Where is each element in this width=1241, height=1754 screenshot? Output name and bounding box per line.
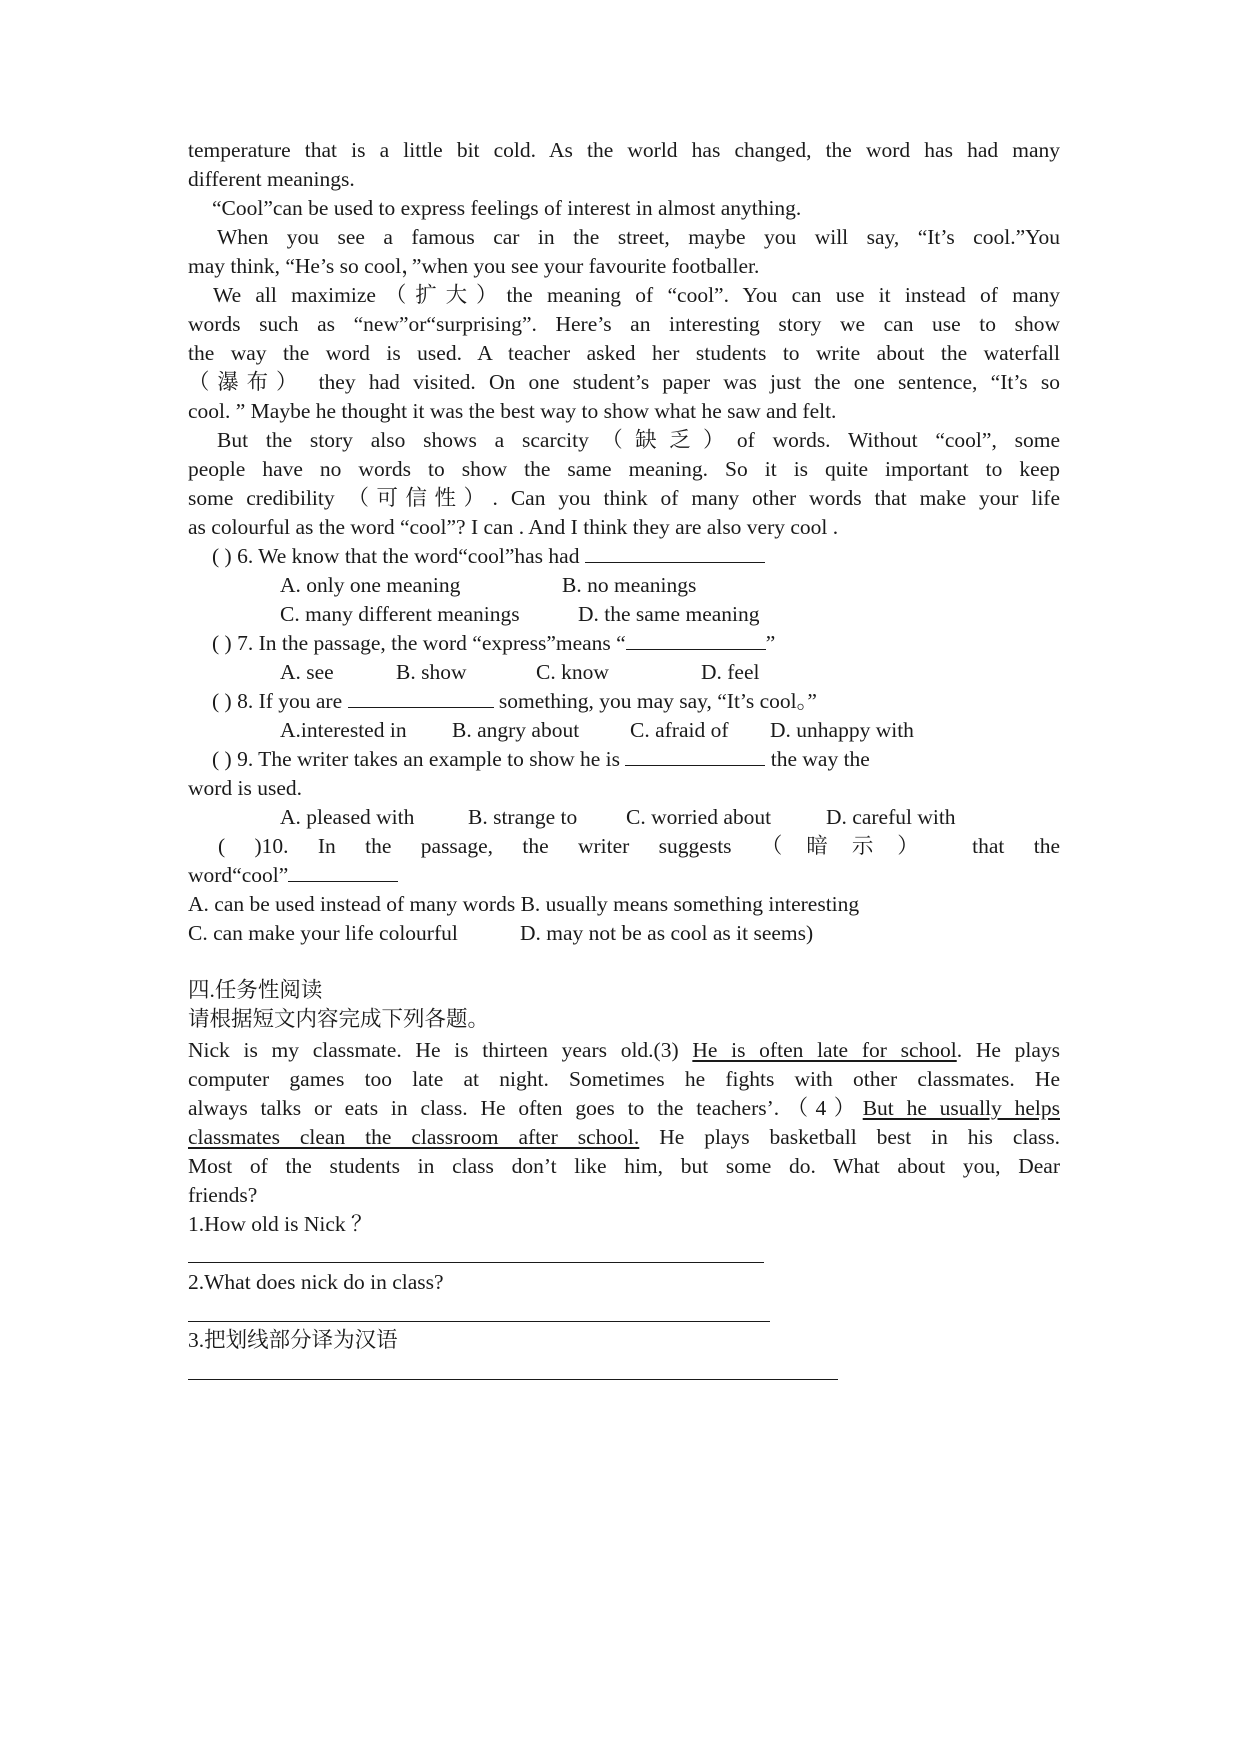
task-2-answer-line[interactable] [188, 1321, 770, 1322]
task-2-question: 2.What does nick do in class? [188, 1270, 444, 1294]
option-c[interactable]: C. afraid of [630, 718, 729, 742]
option-a[interactable]: A. see [280, 660, 334, 684]
reading-text: always talks or eats in class. He often goes to the teachers’.（4） [188, 1096, 863, 1120]
question-7-stem: ( ) 7. In the passage, the word “express”means “ [212, 631, 626, 655]
question-6-options [280, 571, 696, 599]
passage-line: different meanings. [188, 167, 355, 191]
question-10-stem-l2 [188, 861, 398, 889]
reading-line: computer games too late at night. Sometimes he fights with other classmates. He [188, 1067, 1060, 1091]
reading-line: friends? [188, 1183, 258, 1207]
question-9 [212, 745, 1060, 773]
question-10-stem: ( )10. In the passage, the writer suggests （暗示） that the [218, 834, 1060, 858]
option-d[interactable]: D. may not be as cool as it seems) [520, 921, 814, 945]
option-a[interactable]: A. pleased with [280, 805, 415, 829]
underlined-sentence-3: He is often late for school [692, 1038, 957, 1062]
answer-blank[interactable] [348, 687, 494, 708]
question-8-stem: ( ) 8. If you are [212, 689, 348, 713]
option-a[interactable]: A.interested in [280, 718, 407, 742]
passage-line: “Cool”can be used to express feelings of interest in almost anything. [212, 196, 802, 220]
passage-line: （瀑布） they had visited. On one student’s paper was just the one sentence, “It’s so [188, 370, 1060, 394]
passage-line: people have no words to show the same meaning. So it is quite important to keep [188, 457, 1060, 481]
section-instruction: 请根据短文内容完成下列各题。 [188, 1007, 490, 1031]
option-c[interactable]: C. know [536, 660, 609, 684]
passage-line: words such as “new”or“surprising”. Here’s an interesting story we can use to show [188, 312, 1060, 336]
option-b[interactable]: B. no meanings [562, 573, 697, 597]
task-1-question: 1.How old is Nick ？ [188, 1212, 373, 1236]
option-d[interactable]: D. feel [701, 660, 760, 684]
answer-blank[interactable] [585, 542, 765, 563]
task-3-question: 3.把划线部分译为汉语 [188, 1328, 398, 1352]
reading-text: He plays basketball best in his class. [639, 1125, 1060, 1149]
passage-line: some credibility （可信性）. Can you think of many other words that make your life [188, 486, 1060, 510]
option-b[interactable]: B. show [396, 660, 467, 684]
question-7-stem-end: ” [765, 631, 776, 655]
reading-text: . He plays [956, 1038, 1060, 1062]
passage-line: as colourful as the word “cool”? I can . And I think they are also very cool . [188, 515, 839, 539]
question-9-stem-end: the way the [765, 747, 870, 771]
question-8-stem-end: something, you may say, “It’s cool。” [493, 689, 817, 713]
passage-line: the way the word is used. A teacher asked her students to write about the waterfall [188, 341, 1060, 365]
question-8 [212, 687, 817, 715]
passage-line: When you see a famous car in the street, maybe you will say, “It’s cool.”You [217, 225, 1060, 249]
underlined-sentence-4-cont: classmates clean the classroom after school. [188, 1125, 640, 1149]
question-10-stem-text: word“cool” [188, 863, 289, 887]
question-7-options [280, 658, 760, 686]
reading-line [188, 1094, 1060, 1122]
reading-line [188, 1123, 1060, 1151]
option-a[interactable]: A. only one meaning [280, 573, 461, 597]
question-6-options [280, 600, 760, 628]
reading-line: Most of the students in class don’t like him, but some do. What about you, Dear [188, 1154, 1060, 1178]
task-1-answer-line[interactable] [188, 1262, 764, 1263]
question-6-stem: ( ) 6. We know that the word“cool”has had [212, 544, 585, 568]
question-8-options [280, 716, 914, 744]
passage-line: We all maximize（扩大）the meaning of “cool”. You can use it instead of many [213, 283, 1060, 307]
reading-line [188, 1036, 1060, 1064]
task-3-answer-line[interactable] [188, 1379, 838, 1380]
answer-blank[interactable] [625, 745, 765, 766]
answer-blank[interactable] [626, 629, 766, 650]
question-9-stem: ( ) 9. The writer takes an example to show he is [212, 747, 626, 771]
reading-text: Nick is my classmate. He is thirteen years old.(3) [188, 1038, 693, 1062]
question-6 [212, 542, 765, 570]
option-b[interactable]: B. angry about [452, 718, 580, 742]
question-10-options [188, 919, 813, 947]
question-7 [212, 629, 775, 657]
passage-line: cool. ” Maybe he thought it was the best way to show what he saw and felt. [188, 399, 837, 423]
question-9-stem-l2: word is used. [188, 776, 303, 800]
option-b[interactable]: B. strange to [468, 805, 578, 829]
underlined-sentence-4: But he usually helps [862, 1096, 1060, 1120]
option-d[interactable]: D. careful with [826, 805, 956, 829]
answer-blank[interactable] [288, 861, 398, 882]
option-c[interactable]: C. can make your life colourful [188, 921, 458, 945]
option-c[interactable]: C. worried about [626, 805, 772, 829]
section-heading: 四.任务性阅读 [188, 978, 323, 1002]
passage-line: may think, “He’s so cool，”when you see your favourite footballer. [188, 254, 760, 278]
option-d[interactable]: D. the same meaning [578, 602, 760, 626]
passage-line: temperature that is a little bit cold. As the world has changed, the word has had many [188, 138, 1060, 162]
passage-line: But the story also shows a scarcity（缺乏）of words. Without “cool”, some [217, 428, 1060, 452]
question-10-options[interactable]: A. can be used instead of many words B. usually means something interesting [188, 892, 860, 916]
option-d[interactable]: D. unhappy with [770, 718, 914, 742]
option-c[interactable]: C. many different meanings [280, 602, 520, 626]
question-9-options [280, 803, 956, 831]
